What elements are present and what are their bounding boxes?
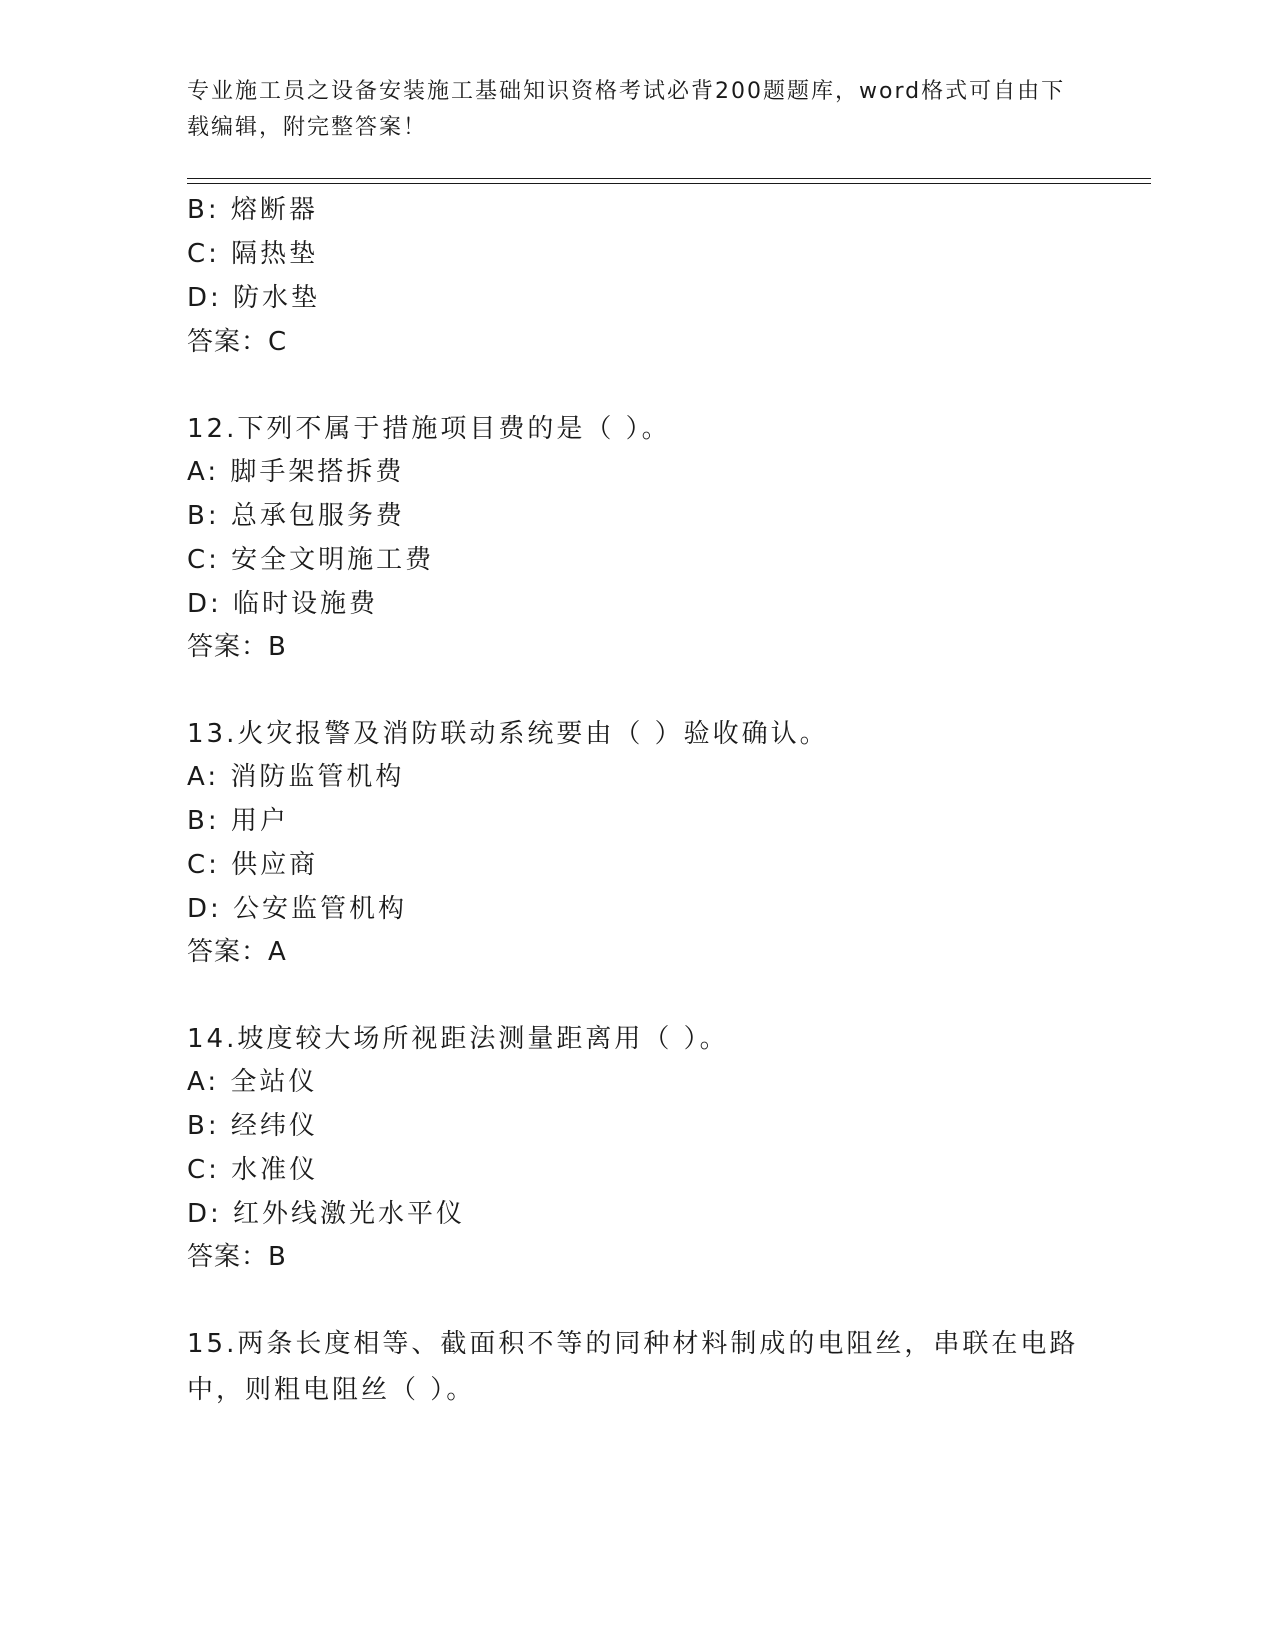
header-divider-top [187,178,1151,179]
q14-answer: 答案：B [187,1242,287,1272]
q12-option-c: C: 安全文明施工费 [187,545,435,575]
q14-option-c: C: 水准仪 [187,1155,319,1185]
q11-option-c: C: 隔热垫 [187,239,319,269]
q12-answer: 答案：B [187,632,287,662]
q13-stem: 13.火灾报警及消防联动系统要由（ ）验收确认。 [187,719,829,749]
q11-answer: 答案：C [187,327,288,357]
q14-stem: 14.坡度较大场所视距法测量距离用（ ）。 [187,1024,729,1054]
q13-option-c: C: 供应商 [187,850,319,880]
q13-option-a: A: 消防监管机构 [187,762,405,792]
q13-option-d: D: 公安监管机构 [187,894,408,924]
q13-answer: 答案：A [187,937,287,967]
header-divider-bottom [187,183,1151,184]
q11-option-d: D: 防水垫 [187,283,321,313]
q12-option-b: B: 总承包服务费 [187,501,405,531]
q15-stem: 15.两条长度相等、截面积不等的同种材料制成的电阻丝，串联在电路中，则粗电阻丝（ ）。 [187,1329,1079,1405]
document-header: 专业施工员之设备安装施工基础知识资格考试必背200题题库，word格式可自由下载编辑，附完整答案！ [187,79,1066,140]
q14-option-d: D: 红外线激光水平仪 [187,1199,466,1229]
q11-option-b: B: 熔断器 [187,195,318,225]
q14-option-a: A: 全站仪 [187,1067,318,1097]
q12-stem: 12.下列不属于措施项目费的是（ ）。 [187,414,671,444]
q13-option-b: B: 用户 [187,806,289,836]
q12-option-d: D: 临时设施费 [187,589,379,619]
q12-option-a: A: 脚手架搭拆费 [187,457,405,487]
q14-option-b: B: 经纬仪 [187,1111,318,1141]
